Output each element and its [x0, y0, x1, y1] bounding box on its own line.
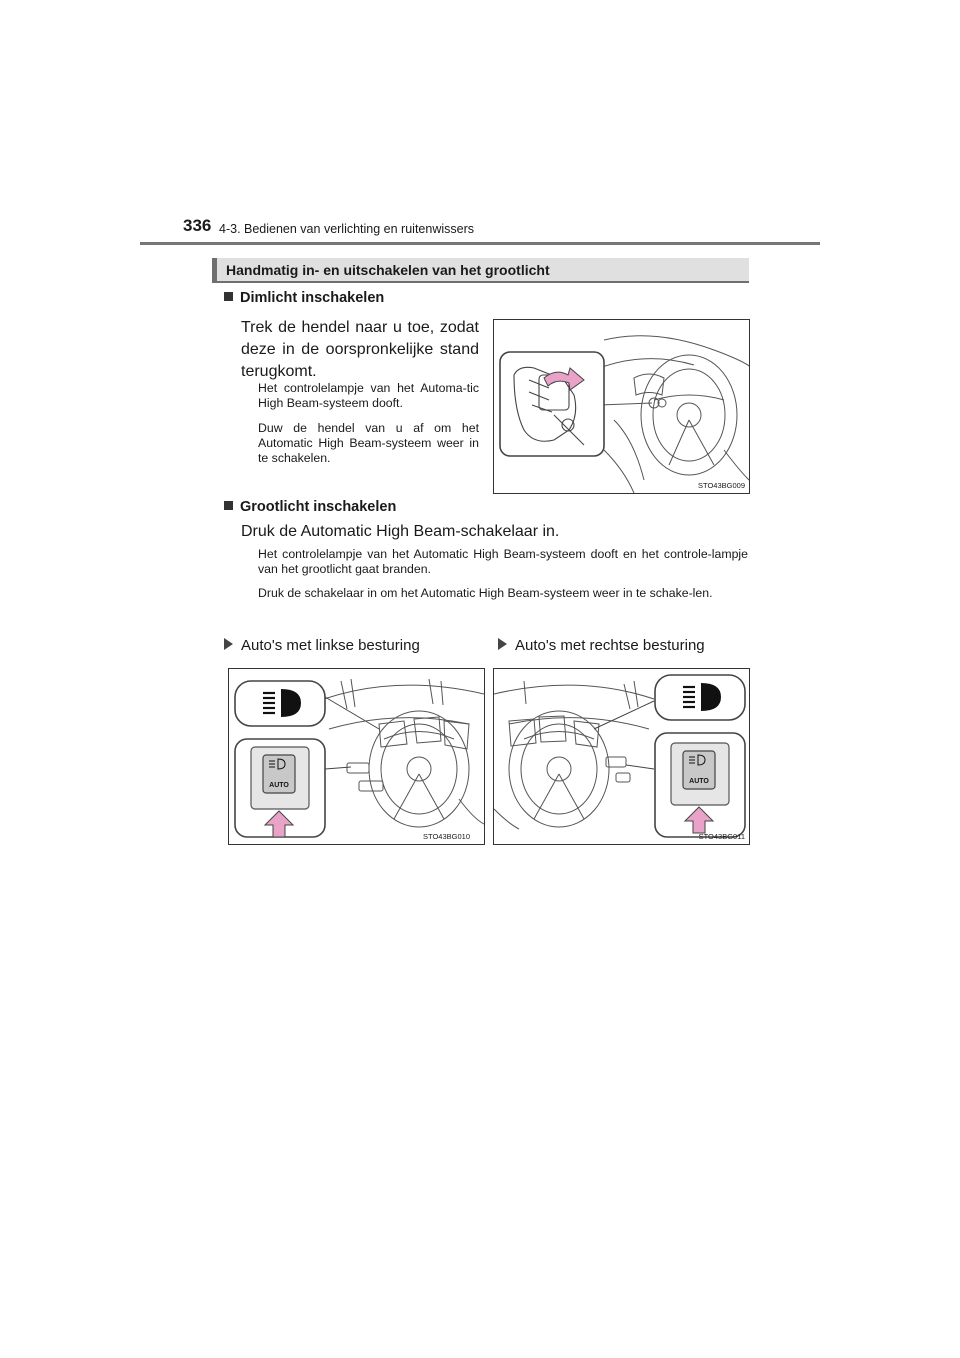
lhd-heading: [224, 637, 420, 654]
figure-lever-pull: [493, 319, 750, 494]
rhd-heading-text: Auto's met rechtse besturing: [515, 637, 705, 654]
figure-lhd-dashboard: [228, 668, 485, 845]
triangle-bullet-icon: [224, 638, 233, 650]
high-beam-body: Druk de Automatic High Beam-schakelaar in.: [241, 523, 560, 540]
low-beam-note-2: Duw de hendel van u af om het Automatic High Beam-systeem weer in te schakelen.: [258, 421, 479, 465]
high-beam-heading: [224, 499, 396, 515]
high-beam-note-1: Het controlelampje van het Automatic High Beam-systeem dooft en het controle-lampje van het grootlicht gaat branden.: [258, 547, 748, 576]
figure-code-010: STO43BG010: [423, 832, 470, 841]
auto-button-label: AUTO: [269, 782, 289, 789]
high-beam-heading-text: Grootlicht inschakelen: [240, 499, 397, 515]
low-beam-heading-text: Dimlicht inschakelen: [240, 290, 385, 306]
lhd-heading-text: Auto's met linkse besturing: [241, 637, 420, 654]
high-beam-indicator-callout: [235, 681, 325, 726]
header-rule: [140, 242, 820, 245]
page-number: 336: [183, 216, 212, 235]
auto-button-label: AUTO: [689, 778, 709, 785]
triangle-bullet-icon: [498, 638, 507, 650]
section-reference: 4-3. Bedienen van verlichting en ruitenwissers: [219, 222, 474, 236]
section-title-bar: [212, 258, 749, 283]
high-beam-note-2: Druk de schakelaar in om het Automatic High Beam-systeem weer in te schake-len.: [258, 586, 713, 600]
figure-code-009: STO43BG009: [698, 481, 745, 490]
figure-code-011: STO43BG011: [698, 832, 745, 841]
lhd-dashboard-illustration: [229, 669, 484, 844]
section-bar-accent: [212, 258, 217, 281]
square-bullet-icon: [224, 292, 233, 301]
rhd-dashboard-illustration: [494, 669, 749, 844]
lever-illustration: [494, 320, 749, 493]
figure-rhd-dashboard: [493, 668, 750, 845]
low-beam-body: Trek de hendel naar u toe, zodat deze in de oorspronkelijke stand terugkomt.: [241, 319, 479, 380]
rhd-heading: [498, 637, 705, 654]
square-bullet-icon: [224, 501, 233, 510]
section-title: Handmatig in- en uitschakelen van het grootlicht: [226, 262, 550, 278]
low-beam-note-1: Het controlelampje van het Automa-tic High Beam-systeem dooft.: [258, 381, 479, 410]
high-beam-indicator-callout: [655, 675, 745, 720]
low-beam-heading: [224, 290, 384, 306]
